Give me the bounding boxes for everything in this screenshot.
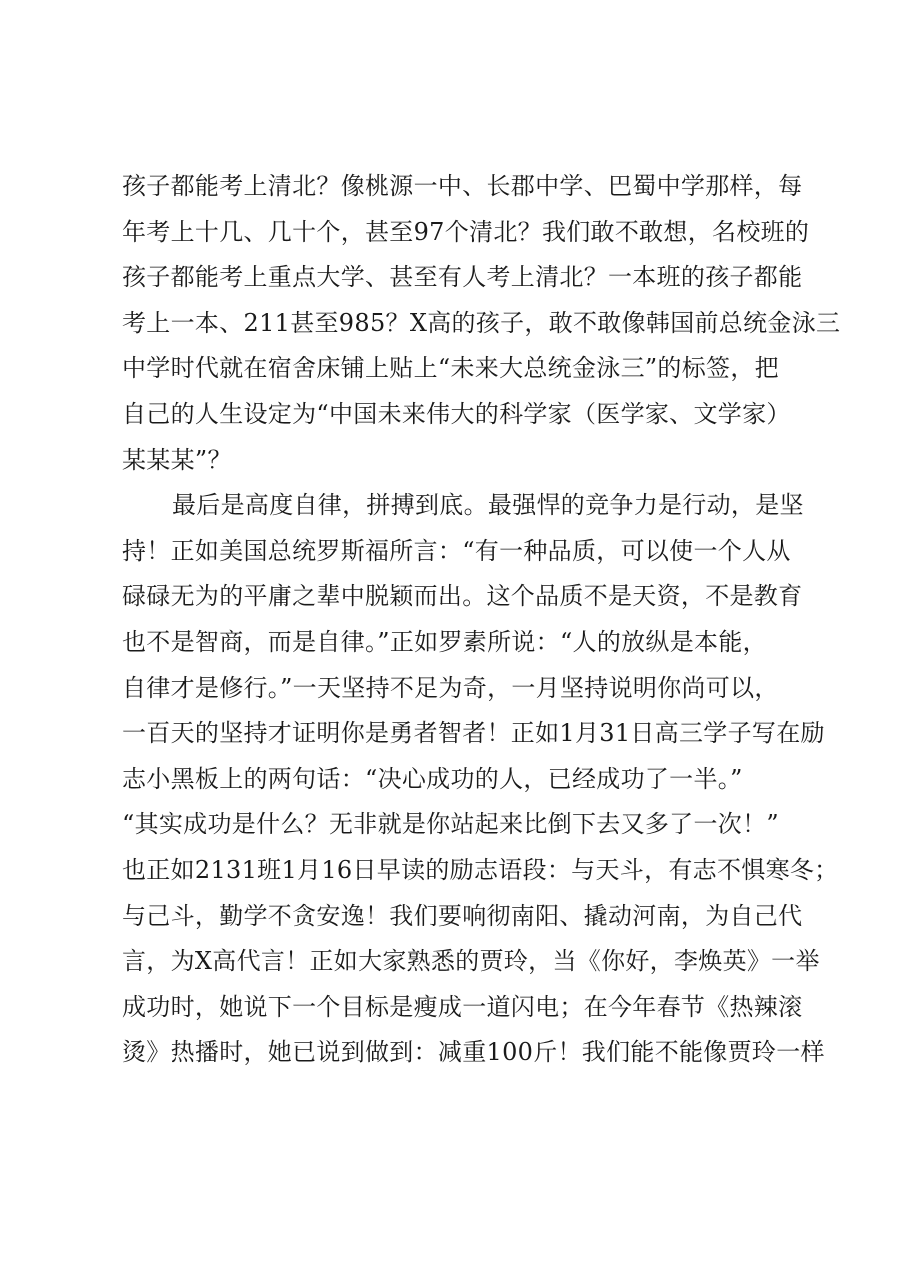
- text-line: 某某某”？: [122, 445, 232, 474]
- document-body: [122, 164, 841, 1076]
- text-line: 自己的人生设定为“中国未来伟大的科学家（医学家、文学家）: [122, 399, 791, 428]
- text-line: 言，为X高代言！正如大家熟悉的贾玲，当《你好，李焕英》一举: [122, 947, 820, 976]
- text-line: 也不是智商，而是自律。”正如罗素所说：“人的放纵是本能，: [122, 627, 767, 656]
- text-line: 孩子都能考上重点大学、甚至有人考上清北？一本班的孩子都能: [122, 263, 803, 292]
- text-line: 考上一本、211甚至985？X高的孩子，敢不敢像韩国前总统金泳三: [122, 308, 841, 337]
- text-line: 持！正如美国总统罗斯福所言：“有一种品质，可以使一个人从: [122, 536, 791, 565]
- text-line: 一百天的坚持才证明你是勇者智者！正如1月31日高三学子写在励: [122, 719, 825, 748]
- text-line: 也正如2131班1月16日早读的励志语段：与天斗，有志不惧寒冬；: [122, 855, 839, 884]
- text-line: 自律才是修行。”一天坚持不足为奇，一月坚持说明你尚可以，: [122, 673, 779, 702]
- text-line: 烫》热播时，她已说到做到：减重100斤！我们能不能像贾玲一样: [122, 1038, 825, 1067]
- text-line: “其实成功是什么？无非就是你站起来比倒下去又多了一次！”: [122, 810, 779, 839]
- text-line: 志小黑板上的两句话：“决心成功的人，已经成功了一半。”: [122, 764, 743, 793]
- text-line: 孩子都能考上清北？像桃源一中、长郡中学、巴蜀中学那样，每: [122, 172, 803, 200]
- text-line: 成功时，她说下一个目标是瘦成一道闪电；在今年春节《热辣滚: [122, 992, 803, 1021]
- text-line: 中学时代就在宿舍床铺上贴上“未来大总统金泳三”的标签，把: [122, 354, 779, 383]
- text-line: 年考上十几、几十个，甚至97个清北？我们敢不敢想，名校班的: [122, 217, 810, 246]
- paragraph-start-line: 最后是高度自律，拼搏到底。最强悍的竞争力是行动，是坚: [172, 491, 804, 520]
- text-line: 碌碌无为的平庸之辈中脱颖而出。这个品质不是天资，不是教育: [122, 582, 803, 611]
- text-line: 与己斗，勤学不贪安逸！我们要响彻南阳、撬动河南，为自己代: [122, 901, 803, 930]
